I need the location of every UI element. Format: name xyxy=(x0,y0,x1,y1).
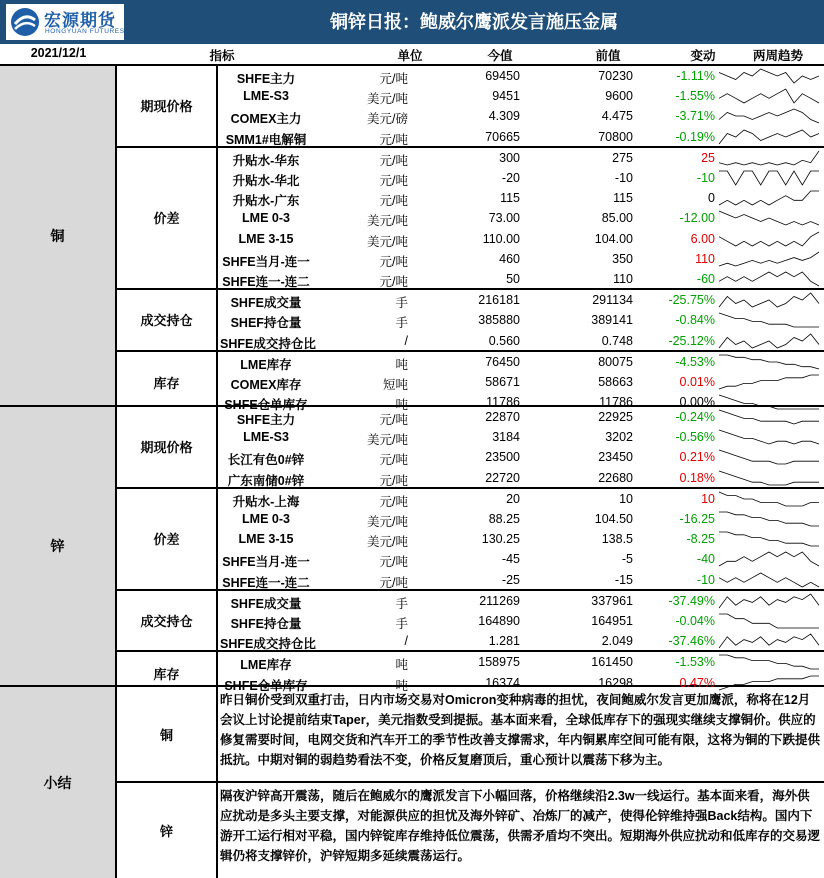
previous-value: 0.748 xyxy=(601,333,633,348)
previous-value: 10 xyxy=(619,491,633,506)
unit-cell: 手 xyxy=(395,296,408,311)
change-value: -0.24% xyxy=(675,410,715,424)
current-value: 69450 xyxy=(485,69,520,83)
trend-sparkline xyxy=(716,510,822,528)
table-row xyxy=(117,86,824,106)
trend-line xyxy=(719,211,819,225)
current-value: 130.25 xyxy=(481,532,520,547)
previous-value: 80075 xyxy=(598,354,633,369)
table-row xyxy=(117,549,824,569)
trend-sparkline xyxy=(716,311,822,329)
col-unit: 单位 xyxy=(397,49,423,63)
trend-line xyxy=(719,655,819,669)
table-row xyxy=(117,106,824,126)
current-value: 3184 xyxy=(492,430,520,445)
previous-value: 104.50 xyxy=(594,511,633,526)
trend-line xyxy=(719,573,819,587)
trend-line xyxy=(719,492,819,506)
group-label: 库存 xyxy=(117,652,218,693)
trend-line xyxy=(719,532,819,546)
change-value: -25.75% xyxy=(668,293,715,308)
metal-label-zinc: 锌 xyxy=(0,407,117,685)
summary-zinc-text: 隔夜沪锌高开震荡，随后在鲍威尔的鹰派发言下小幅回落，价格继续沿2.3w一线运行。基本面来看，海外供应扰动是多头主要支撑，对能源供应的担忧及海外锌矿、冶炼厂的减产，使得伦锌维持强Back结构。国内下游开工运行相对平稳，国内锌锭库存维持低位震荡，供需矛盾均不突出。短期海外供应扰动和低库存的交易逻辑仍将支撑锌价，沪锌短期多延续震荡运行。 xyxy=(220,789,821,863)
table-row xyxy=(117,529,824,549)
trend-sparkline xyxy=(716,592,822,610)
indicator-name: LME-S3 xyxy=(243,89,289,104)
trend-sparkline xyxy=(716,270,822,288)
trend-sparkline xyxy=(716,209,822,227)
group-label: 成交持仓 xyxy=(117,591,218,651)
current-value: 9451 xyxy=(492,89,520,104)
trend-sparkline xyxy=(716,632,822,650)
indicator-name: SHFE当月-连一 xyxy=(222,555,310,570)
previous-value: 350 xyxy=(612,251,633,266)
previous-value: 389141 xyxy=(591,313,633,328)
current-value: 16374 xyxy=(485,675,520,690)
unit-cell: / xyxy=(404,333,408,348)
indicator-name: LME库存 xyxy=(240,357,292,372)
current-value: 110.00 xyxy=(482,231,520,246)
trend-line xyxy=(719,471,819,485)
trend-sparkline xyxy=(716,571,822,589)
change-value: -0.56% xyxy=(675,430,715,445)
group-label: 价差 xyxy=(117,489,218,589)
change-value: -16.25 xyxy=(679,511,715,526)
indicator-name: SHFE连一-连二 xyxy=(222,575,310,590)
trend-line xyxy=(719,272,819,286)
table-row xyxy=(117,352,824,372)
unit-cell: 美元/吨 xyxy=(367,433,408,448)
previous-value: 58663 xyxy=(598,374,633,389)
zinc-group xyxy=(117,407,824,489)
trend-sparkline xyxy=(716,353,822,371)
change-value: -0.04% xyxy=(675,613,715,628)
table-row xyxy=(117,468,824,488)
unit-cell: 元/吨 xyxy=(379,132,408,147)
trend-sparkline xyxy=(716,87,822,105)
table-row xyxy=(117,372,824,392)
logo-en-text: HONGYUAN FUTURES xyxy=(45,28,125,35)
previous-value: 275 xyxy=(612,150,633,165)
trend-sparkline xyxy=(716,107,822,125)
table-row xyxy=(117,269,824,289)
copper-group xyxy=(117,352,824,414)
unit-cell: 美元/吨 xyxy=(367,92,408,107)
previous-value: -15 xyxy=(614,572,633,587)
unit-cell: 手 xyxy=(395,596,408,611)
unit-cell: 元/吨 xyxy=(379,72,408,86)
trend-sparkline xyxy=(716,469,822,487)
previous-value: 138.5 xyxy=(601,532,633,547)
trend-sparkline xyxy=(716,250,822,268)
trend-line xyxy=(719,151,819,165)
trend-line xyxy=(719,252,819,266)
previous-value: 104.00 xyxy=(594,231,633,246)
group-label: 价差 xyxy=(117,148,218,288)
current-value: 211269 xyxy=(479,593,520,608)
previous-value: 70800 xyxy=(598,129,633,144)
current-value: 22870 xyxy=(485,410,520,424)
current-value: 0.560 xyxy=(488,333,520,348)
current-value: 4.309 xyxy=(488,109,520,124)
indicator-name: 广东南储0#锌 xyxy=(227,473,305,488)
current-value: -20 xyxy=(501,170,520,185)
current-value: 23500 xyxy=(485,450,520,465)
previous-value: 11786 xyxy=(599,395,633,410)
summary-zinc xyxy=(117,783,824,878)
report-date: 2021/12/1 xyxy=(30,46,87,60)
indicator-name: LME 3-15 xyxy=(238,532,294,547)
trend-sparkline xyxy=(716,408,822,426)
current-value: 115 xyxy=(500,191,520,206)
previous-value: 337961 xyxy=(591,593,633,608)
table-row xyxy=(117,229,824,249)
trend-sparkline xyxy=(716,189,822,207)
trend-sparkline xyxy=(716,530,822,548)
copper-group xyxy=(117,66,824,148)
indicator-name: SHFE连一-连二 xyxy=(222,274,310,289)
unit-cell: 元/吨 xyxy=(379,494,408,509)
trend-line xyxy=(719,355,819,369)
trend-line xyxy=(719,410,819,424)
change-value: 25 xyxy=(701,150,715,165)
copper-section xyxy=(0,66,824,413)
unit-cell: 元/吨 xyxy=(379,173,408,188)
trend-line xyxy=(719,634,819,648)
trend-line xyxy=(719,293,819,307)
trend-line xyxy=(719,89,819,103)
change-value: -1.53% xyxy=(675,655,715,670)
current-value: 164890 xyxy=(478,613,520,628)
current-value: 11786 xyxy=(486,395,520,410)
current-value: 460 xyxy=(499,251,520,266)
summary-copper-text: 昨日铜价受到双重打击，日内市场交易对Omicron变种病毒的担忧，夜间鲍威尔发言更加鹰派，称将在12月会议上讨论提前结束Taper，美元指数受到提振。基本面来看，全球低库存下的强现实继续支撑铜价。供应的修复需要时间，电网交货和汽车开工的季节性改善支撑需求，年内铜累库空间可能有限，这将为铜的下跌提供抵抗。中期对铜的弱趋势看法不变，价格反复磨顶后，重心预计以震荡下移为主。 xyxy=(220,693,821,767)
current-value: 88.25 xyxy=(488,511,520,526)
unit-cell: 手 xyxy=(395,316,408,331)
change-value: -40 xyxy=(696,552,715,567)
indicator-name: SHFE主力 xyxy=(236,72,296,86)
table-row xyxy=(117,489,824,509)
indicator-name: SHFE成交持仓比 xyxy=(220,336,316,351)
previous-value: 2.049 xyxy=(601,634,633,649)
trend-sparkline xyxy=(716,128,822,146)
unit-cell: 元/吨 xyxy=(379,274,408,289)
change-value: -10 xyxy=(696,170,715,185)
table-row xyxy=(117,208,824,228)
unit-cell: 元/吨 xyxy=(379,254,408,269)
change-value: -25.12% xyxy=(668,333,715,348)
unit-cell: 吨 xyxy=(395,678,408,693)
table-row xyxy=(117,188,824,208)
previous-value: 161450 xyxy=(591,655,633,670)
unit-cell: 短吨 xyxy=(382,377,408,392)
current-value: -25 xyxy=(501,572,520,587)
group-label: 成交持仓 xyxy=(117,290,218,350)
previous-value: 16298 xyxy=(598,675,633,690)
indicator-name: LME库存 xyxy=(240,658,292,673)
col-change: 变动 xyxy=(690,49,716,63)
logo-mark-icon xyxy=(10,7,40,37)
current-value: 300 xyxy=(499,150,520,165)
indicator-name: LME 0-3 xyxy=(242,511,290,526)
unit-cell: 美元/吨 xyxy=(367,214,408,229)
trend-sparkline xyxy=(716,653,822,671)
indicator-name: 升贴水-华东 xyxy=(232,153,300,168)
trend-sparkline xyxy=(716,67,822,85)
change-value: -1.11% xyxy=(676,69,715,83)
unit-cell: 元/吨 xyxy=(379,413,408,427)
previous-value: 22680 xyxy=(598,470,633,485)
summary-copper-label: 铜 xyxy=(117,687,218,781)
unit-cell: 元/吨 xyxy=(379,473,408,488)
current-value: -45 xyxy=(501,552,520,567)
unit-cell: 美元/吨 xyxy=(367,535,408,550)
indicator-name: 升贴水-广东 xyxy=(232,194,300,209)
change-value: -60 xyxy=(696,271,715,286)
trend-sparkline xyxy=(716,332,822,350)
change-value: 110 xyxy=(695,251,715,266)
table-row xyxy=(117,127,824,147)
table-row xyxy=(117,310,824,330)
previous-value: 164951 xyxy=(591,613,633,628)
change-value: -12.00 xyxy=(679,211,715,226)
zinc-section xyxy=(0,407,824,693)
unit-cell: 吨 xyxy=(395,398,408,413)
table-row xyxy=(117,591,824,611)
trend-line xyxy=(719,430,819,444)
trend-sparkline xyxy=(716,448,822,466)
trend-line xyxy=(719,375,819,389)
trend-sparkline xyxy=(716,230,822,248)
table-row xyxy=(117,407,824,427)
change-value: 0.21% xyxy=(679,450,715,465)
current-value: 216181 xyxy=(478,293,520,308)
current-value: 158975 xyxy=(478,655,520,670)
current-value: 22720 xyxy=(485,470,520,485)
change-value: -0.84% xyxy=(675,313,715,328)
indicator-name: SHFE当月-连一 xyxy=(222,254,310,269)
trend-line xyxy=(719,171,819,185)
col-current: 今值 xyxy=(487,49,513,63)
indicator-name: 长江有色0#锌 xyxy=(227,453,305,468)
change-value: 0.01% xyxy=(679,374,715,389)
zinc-group xyxy=(117,489,824,591)
trend-line xyxy=(719,109,819,123)
trend-line xyxy=(719,334,819,348)
previous-value: 23450 xyxy=(598,450,633,465)
indicator-name: COMEX库存 xyxy=(230,377,302,392)
trend-sparkline xyxy=(716,169,822,187)
unit-cell: 美元/磅 xyxy=(367,112,408,127)
previous-value: -5 xyxy=(621,552,633,567)
table-row xyxy=(117,611,824,631)
unit-cell: 美元/吨 xyxy=(367,234,408,249)
unit-cell: 元/吨 xyxy=(379,153,408,168)
trend-line xyxy=(719,614,819,628)
table-row xyxy=(117,290,824,310)
current-value: 1.281 xyxy=(488,634,520,649)
trend-sparkline xyxy=(716,149,822,167)
change-value: -10 xyxy=(696,572,715,587)
trend-line xyxy=(719,552,819,566)
unit-cell: 元/吨 xyxy=(379,555,408,570)
indicator-name: SHFE成交量 xyxy=(230,296,302,311)
company-logo xyxy=(6,4,124,40)
column-header-row xyxy=(0,44,824,66)
col-trend: 两周趋势 xyxy=(752,49,803,63)
trend-sparkline xyxy=(716,550,822,568)
indicator-name: 升贴水-华北 xyxy=(232,173,300,188)
logo-cn-text: 宏源期货 xyxy=(44,11,116,30)
indicator-name: SHFE主力 xyxy=(236,413,296,427)
previous-value: 9600 xyxy=(605,89,633,104)
copper-group xyxy=(117,148,824,290)
trend-line xyxy=(719,313,819,327)
indicator-name: SMM1#电解铜 xyxy=(225,132,307,147)
table-row xyxy=(117,652,824,672)
previous-value: 110 xyxy=(613,271,633,286)
unit-cell: 元/吨 xyxy=(379,194,408,209)
table-row xyxy=(117,168,824,188)
indicator-name: LME 3-15 xyxy=(238,231,294,246)
col-indicator: 指标 xyxy=(209,49,235,63)
previous-value: 291134 xyxy=(592,293,633,308)
change-value: -37.46% xyxy=(668,634,715,649)
table-row xyxy=(117,570,824,590)
table-row xyxy=(117,427,824,447)
indicator-name: LME-S3 xyxy=(243,430,289,445)
zinc-group xyxy=(117,591,824,653)
group-label: 期现价格 xyxy=(117,66,218,146)
trend-sparkline xyxy=(716,373,822,391)
summary-section xyxy=(0,687,824,878)
previous-value: 70230 xyxy=(598,69,633,83)
copper-group xyxy=(117,290,824,352)
unit-cell: / xyxy=(404,634,408,649)
table-row xyxy=(117,249,824,269)
current-value: 20 xyxy=(506,491,520,506)
summary-label: 小结 xyxy=(0,687,117,878)
indicator-name: SHFE仓单库存 xyxy=(224,678,308,693)
trend-line xyxy=(719,450,819,464)
previous-value: 22925 xyxy=(598,410,633,424)
trend-line xyxy=(719,130,819,144)
change-value: -8.25 xyxy=(686,532,715,547)
change-value: 0 xyxy=(708,191,715,206)
indicator-name: SHEF持仓量 xyxy=(230,316,302,331)
trend-line xyxy=(719,191,819,205)
indicator-name: 升贴水-上海 xyxy=(232,494,300,509)
table-row xyxy=(117,631,824,651)
col-previous: 前值 xyxy=(595,49,621,63)
unit-cell: 元/吨 xyxy=(379,453,408,468)
trend-line xyxy=(719,512,819,526)
previous-value: 3202 xyxy=(605,430,633,445)
change-value: -0.19% xyxy=(675,129,715,144)
current-value: 58671 xyxy=(485,374,520,389)
change-value: 0.18% xyxy=(679,470,715,485)
current-value: 76450 xyxy=(485,354,520,369)
change-value: -3.71% xyxy=(675,109,715,124)
table-row xyxy=(117,66,824,86)
previous-value: 4.475 xyxy=(601,109,633,124)
change-value: -4.53% xyxy=(675,354,715,369)
trend-sparkline xyxy=(716,428,822,446)
indicator-name: SHFE成交量 xyxy=(230,596,302,611)
change-value: 6.00 xyxy=(690,231,715,246)
unit-cell: 美元/吨 xyxy=(367,514,408,529)
trend-sparkline xyxy=(716,612,822,630)
change-value: 0.47% xyxy=(679,675,715,690)
table-row xyxy=(117,509,824,529)
previous-value: 85.00 xyxy=(601,211,633,226)
unit-cell: 手 xyxy=(395,616,408,631)
group-label: 期现价格 xyxy=(117,407,218,487)
current-value: 50 xyxy=(506,271,520,286)
table-row xyxy=(117,447,824,467)
unit-cell: 元/吨 xyxy=(379,575,408,590)
summary-copper xyxy=(117,687,824,783)
change-value: -37.49% xyxy=(668,593,715,608)
unit-cell: 吨 xyxy=(395,357,408,372)
trend-line xyxy=(719,232,819,246)
indicator-name: LME 0-3 xyxy=(242,211,290,226)
report-header xyxy=(0,0,824,44)
trend-sparkline xyxy=(716,490,822,508)
report-title: 铜锌日报：鲍威尔鹰派发言施压金属 xyxy=(330,12,618,32)
change-value: 0.00% xyxy=(679,395,715,410)
change-value: 10 xyxy=(701,491,715,506)
metal-label-copper: 铜 xyxy=(0,66,117,405)
table-row xyxy=(117,148,824,168)
indicator-name: SHFE成交持仓比 xyxy=(220,637,316,652)
indicator-name: COMEX主力 xyxy=(230,112,302,127)
group-label: 库存 xyxy=(117,352,218,414)
change-value: -1.55% xyxy=(675,89,715,104)
summary-zinc-label: 锌 xyxy=(117,783,218,878)
previous-value: 115 xyxy=(613,191,633,206)
current-value: 70665 xyxy=(485,129,520,144)
indicator-name: SHFE持仓量 xyxy=(230,616,302,631)
trend-sparkline xyxy=(716,291,822,309)
table-row xyxy=(117,331,824,351)
trend-line xyxy=(719,69,819,83)
unit-cell: 吨 xyxy=(395,658,408,673)
indicator-name: SHFE仓单库存 xyxy=(224,398,308,413)
current-value: 385880 xyxy=(478,313,520,328)
previous-value: -10 xyxy=(614,170,633,185)
current-value: 73.00 xyxy=(488,211,520,226)
trend-line xyxy=(719,594,819,608)
